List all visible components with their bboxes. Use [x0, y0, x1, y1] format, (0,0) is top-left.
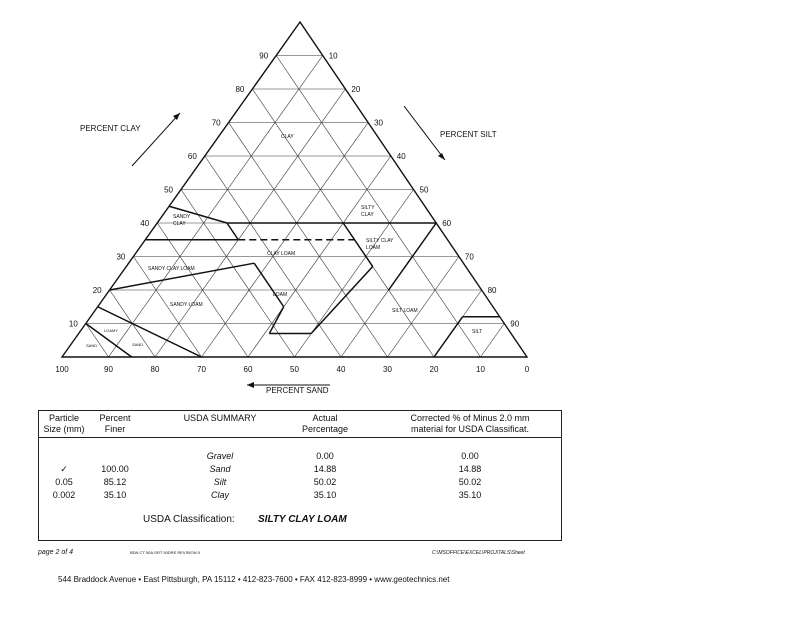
- clay-tick-label: 10: [68, 319, 78, 329]
- region-sand-small: SAND: [86, 343, 98, 348]
- region-loamy-sand: LOAMY: [104, 328, 119, 333]
- class-boundary: [254, 263, 284, 307]
- row-name: Sand: [209, 464, 231, 474]
- header-corrected-line1: Corrected % of Minus 2.0 mm: [410, 413, 530, 423]
- sand-tick-label: 0: [524, 365, 530, 374]
- sand-tick-label: 70: [197, 365, 206, 374]
- region-silty-clay-loam: SILTY CLAY: [366, 238, 394, 244]
- sand-tick-label: 20: [429, 365, 439, 374]
- clay-tick-label: 80: [235, 85, 245, 94]
- silt-arrowhead-icon: [438, 153, 445, 160]
- table-header-rule: [38, 437, 562, 438]
- header-actual: [285, 413, 365, 435]
- table-left-rule: [38, 410, 39, 540]
- region-clay: CLAY: [281, 134, 294, 140]
- header-actual-line1: Actual: [312, 413, 338, 423]
- row-actual: 35.10: [313, 490, 337, 500]
- region-silt-loam: SILT LOAM: [392, 308, 418, 314]
- row-actual: 14.88: [313, 464, 337, 474]
- region-sand: SAND: [132, 342, 144, 347]
- clay-tick-label: 40: [140, 219, 150, 228]
- header-particle-line1: Particle: [48, 413, 79, 423]
- region-sandy-loam: SANDY LOAM: [170, 302, 203, 308]
- region-sandy-clay-loam: SANDY CLAY LOAM: [148, 266, 195, 272]
- silt-gridline: [109, 56, 323, 358]
- row-size: ✓: [60, 464, 68, 474]
- header-summary: USDA SUMMARY: [183, 413, 257, 423]
- table-bottom-rule: [38, 540, 562, 541]
- classification-value: SILTY CLAY LOAM: [258, 514, 347, 525]
- region-silty-clay-2: CLAY: [361, 212, 374, 218]
- sand-tick-label: 50: [290, 365, 299, 374]
- region-silty-clay-loam-2: LOAM: [366, 245, 381, 251]
- region-clay-loam: CLAY LOAM: [267, 251, 296, 257]
- silt-tick-label: 60: [442, 219, 452, 228]
- silt-tick-label: 50: [419, 185, 429, 195]
- region-sandy-clay-2: CLAY: [173, 221, 186, 227]
- row-size: 0.002: [52, 490, 76, 500]
- document-code: BDN CT 50A GRT 50DRE REVISION 5: [130, 550, 200, 555]
- clay-tick-label: 70: [211, 118, 221, 128]
- silt-gridline: [481, 324, 505, 358]
- sand-tick-label: 30: [383, 365, 392, 374]
- header-corrected: [385, 413, 555, 435]
- row-name: Clay: [210, 490, 229, 500]
- sand-tick-label: 60: [243, 365, 253, 374]
- class-boundary: [434, 317, 463, 357]
- row-finer: 85.12: [103, 477, 127, 487]
- silt-tick-label: 10: [328, 51, 338, 61]
- axis-title-sand: PERCENT SAND: [266, 386, 329, 395]
- silt-arrow: [404, 106, 445, 160]
- sand-tick-label: 40: [336, 365, 346, 374]
- clay-tick-label: 30: [116, 252, 126, 262]
- clay-arrow: [132, 113, 180, 166]
- clay-tick-label: 90: [259, 51, 269, 61]
- header-percent-line1: Percent: [99, 413, 131, 423]
- row-name: Silt: [213, 477, 227, 487]
- region-silty-clay: SILTY: [361, 205, 375, 211]
- clay-tick-label: 50: [164, 185, 173, 195]
- sand-tick-label: 80: [150, 365, 160, 374]
- silt-tick-label: 70: [464, 252, 474, 262]
- row-corrected: 14.88: [458, 464, 482, 474]
- header-percent-line2: Finer: [104, 424, 126, 434]
- sand-gridline: [276, 56, 483, 358]
- region-loam: LOAM: [273, 292, 288, 298]
- file-path: C:\MSOFFICE\EXCEL\PROJ\TALS\Sheet: [432, 550, 525, 556]
- classification-label: USDA Classification:: [143, 514, 235, 525]
- row-corrected: 50.02: [458, 477, 482, 487]
- triangle-gridlines: [86, 56, 505, 358]
- row-actual: 0.00: [316, 451, 334, 461]
- silt-gridline: [388, 257, 459, 358]
- tick-labels: [55, 52, 529, 375]
- silt-tick-label: 30: [374, 118, 384, 128]
- class-boundary: [227, 223, 238, 240]
- row-size: 0.05: [55, 477, 73, 487]
- silt-tick-label: 20: [351, 85, 361, 94]
- footer-address: 544 Braddock Avenue • East Pittsburgh, PA 15112 • 412-823-7600 • FAX 412-823-8999 • www.geotechnics.net: [58, 575, 450, 584]
- clay-tick-label: 20: [92, 286, 102, 295]
- axis-title-silt: PERCENT SILT: [440, 130, 497, 139]
- silt-tick-label: 90: [510, 319, 520, 329]
- region-silt: SILT: [472, 329, 483, 335]
- sand-tick-label: 100: [55, 365, 69, 374]
- clay-tick-label: 60: [187, 152, 197, 161]
- sand-arrowhead-icon: [247, 382, 254, 388]
- header-corrected-line2: material for USDA Classificat.: [410, 424, 530, 434]
- row-actual: 50.02: [313, 477, 337, 487]
- header-actual-line2: Percentage: [301, 424, 349, 434]
- silt-tick-label: 80: [487, 286, 497, 295]
- row-name: Gravel: [206, 451, 234, 461]
- silt-tick-label: 40: [396, 152, 406, 161]
- row-corrected: 0.00: [461, 451, 479, 461]
- header-particle-line2: Size (mm): [43, 424, 85, 434]
- header-percent: [90, 413, 140, 435]
- sand-tick-label: 10: [476, 365, 485, 374]
- row-corrected: 35.10: [458, 490, 482, 500]
- header-particle: [40, 413, 88, 435]
- table-right-rule: [561, 410, 562, 540]
- page-number: page 2 of 4: [38, 549, 74, 556]
- table-top-rule: [38, 410, 562, 411]
- sand-tick-label: 90: [104, 365, 113, 374]
- row-finer: 100.00: [101, 464, 129, 474]
- class-boundary: [269, 307, 283, 334]
- region-sandy-clay: SANDY: [173, 214, 191, 220]
- axis-title-clay: PERCENT CLAY: [80, 124, 141, 133]
- row-finer: 35.10: [103, 490, 127, 500]
